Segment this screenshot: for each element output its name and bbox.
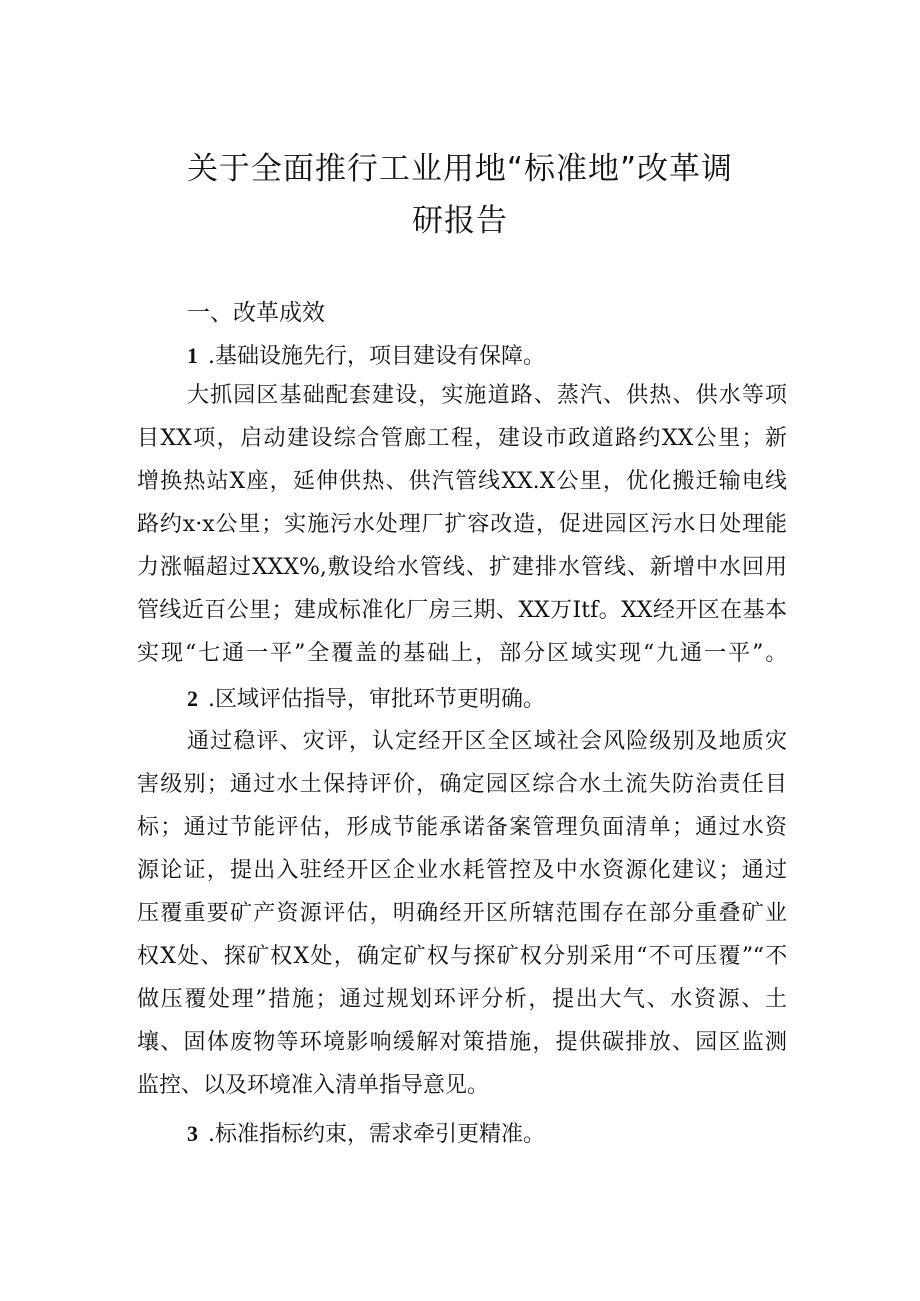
paragraph-line: 通过稳评、灾评，认定经开区全区域社会风险级别及地质灾	[187, 729, 787, 754]
paragraph-line: 力涨幅超过XXX%,敷设给水管线、扩建排水管线、新增中水回用	[137, 555, 787, 580]
paragraph-line: 目XX项，启动建设综合管廊工程，建设市政道路约XX公里；新	[137, 426, 787, 451]
document-title-line1: 关于全面推行工业用地“标准地”改革调	[186, 151, 734, 187]
paragraph-line: 标；通过节能评估，形成节能承诺备案管理负面清单；通过水资	[137, 815, 787, 840]
item3-heading	[187, 1119, 545, 1149]
paragraph-line: 权X处、探矿权X处，确定矿权与探矿权分别采用“不可压覆”“不	[137, 944, 787, 969]
item2-number: 2	[187, 686, 198, 711]
item1-title: .基础设施先行，项目建设有保障。	[208, 344, 545, 369]
item1-number: 1	[187, 343, 198, 368]
paragraph-line: 实现“七通一平”全覆盖的基础上，部分区域实现“九通一平”。	[137, 641, 787, 666]
paragraph-line: 源论证，提出入驻经开区企业水耗管控及中水资源化建议；通过	[137, 858, 787, 883]
paragraph-line: 压覆重要矿产资源评估，明确经开区所辖范围存在部分重叠矿业	[137, 901, 787, 926]
paragraph-line: 大抓园区基础配套建设，实施道路、蒸汽、供热、供水等项	[187, 383, 787, 408]
item3-number: 3	[187, 1121, 198, 1146]
section-heading-reform-results: 一、改革成效	[187, 300, 325, 326]
paragraph-line: 监控、以及环境准入清单指导意见。	[137, 1073, 490, 1098]
paragraph-line: 害级别；通过水土保持评价，确定园区综合水土流失防治责任目	[137, 772, 787, 797]
paragraph-line: 壤、固体废物等环境影响缓解对策措施，提供碳排放、园区监测	[137, 1030, 787, 1055]
paragraph-line: 管线近百公里；建成标准化厂房三期、XX万Itf。XX经开区在基本	[137, 598, 787, 623]
paragraph-line: 做压覆处理”措施；通过规划环评分析，提出大气、水资源、土	[137, 987, 787, 1012]
item3-title: .标准指标约束，需求牵引更精准。	[208, 1122, 545, 1147]
item2-title: .区域评估指导，审批环节更明确。	[208, 687, 545, 712]
item2-heading	[187, 684, 545, 714]
item1-heading	[187, 341, 545, 371]
document-title-line2: 研报告	[412, 203, 508, 239]
paragraph-line: 路约x·x公里；实施污水处理厂扩容改造，促进园区污水日处理能	[137, 512, 787, 537]
paragraph-line: 增换热站X座，延伸供热、供汽管线XX.X公里，优化搬迁输电线	[137, 469, 787, 494]
